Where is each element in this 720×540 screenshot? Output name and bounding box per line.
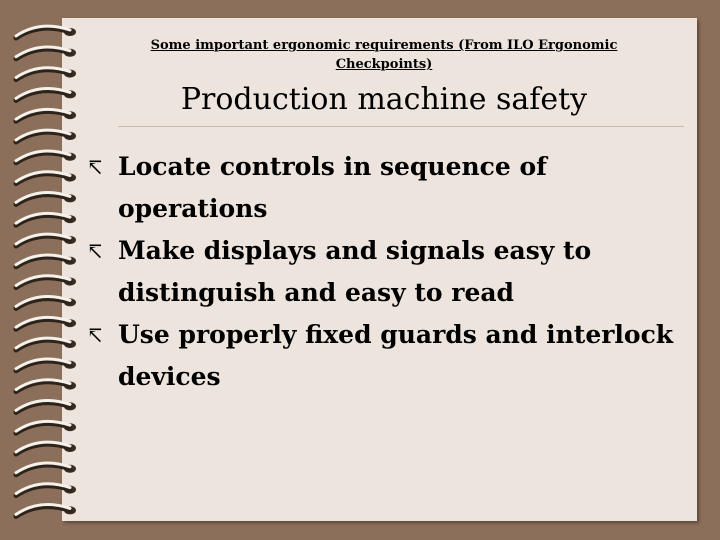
binding-ring bbox=[16, 255, 76, 267]
binding-ring bbox=[16, 442, 76, 454]
binding-ring bbox=[16, 26, 76, 38]
title-divider bbox=[118, 126, 684, 127]
bullet-item bbox=[84, 230, 684, 314]
bullet-text: Make displays and signals easy to distinguish and easy to read bbox=[118, 236, 592, 307]
bullet-text: Use properly fixed guards and interlock devices bbox=[118, 320, 674, 391]
binding-ring bbox=[16, 234, 76, 246]
slide-title: Production machine safety bbox=[180, 82, 588, 117]
spiral-binding bbox=[0, 0, 90, 540]
binding-ring bbox=[16, 338, 76, 350]
binding-ring bbox=[16, 47, 76, 59]
binding-ring bbox=[16, 151, 76, 163]
slide-subtitle: Some important ergonomic requirements (From ILO Ergonomic Checkpoints) bbox=[150, 38, 618, 72]
binding-ring bbox=[16, 213, 76, 225]
bullet-list bbox=[84, 146, 684, 398]
arrow-bullet-icon: ↸ bbox=[87, 240, 104, 264]
binding-ring bbox=[16, 89, 76, 101]
binding-ring bbox=[16, 193, 76, 205]
arrow-bullet-icon: ↸ bbox=[87, 324, 104, 348]
binding-ring bbox=[16, 359, 76, 371]
binding-ring bbox=[16, 276, 76, 288]
arrow-bullet-icon: ↸ bbox=[87, 156, 104, 180]
binding-ring bbox=[16, 172, 76, 184]
binding-ring bbox=[16, 401, 76, 413]
binding-ring bbox=[16, 505, 76, 517]
bullet-item bbox=[84, 146, 684, 230]
binding-ring bbox=[16, 130, 76, 142]
binding-ring bbox=[16, 297, 76, 309]
binding-ring bbox=[16, 109, 76, 121]
binding-ring bbox=[16, 380, 76, 392]
binding-ring bbox=[16, 68, 76, 80]
binding-ring bbox=[16, 484, 76, 496]
bullet-text: Locate controls in sequence of operations bbox=[118, 152, 547, 223]
bullet-item bbox=[84, 314, 684, 398]
binding-ring bbox=[16, 463, 76, 475]
binding-ring bbox=[16, 421, 76, 433]
binding-ring bbox=[16, 317, 76, 329]
